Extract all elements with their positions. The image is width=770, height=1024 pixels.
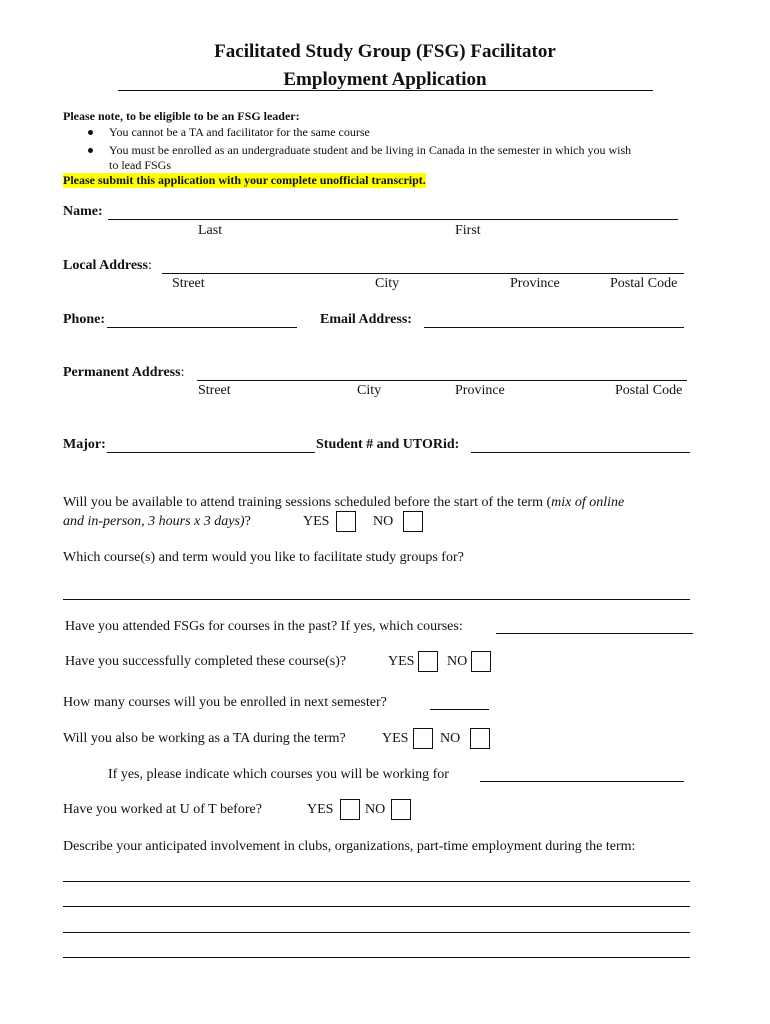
completed-yes-label: YES <box>388 654 415 669</box>
worked-no-label: NO <box>365 802 386 817</box>
phone-label: Phone: <box>63 312 105 327</box>
perm-postal-caption: Postal Code <box>615 383 683 398</box>
local-street-caption: Street <box>172 276 205 291</box>
training-question <box>63 495 624 511</box>
ta-courses-answer-line[interactable] <box>480 781 684 782</box>
local-postal-caption: Postal Code <box>610 276 678 291</box>
local-address-label: Local Address: <box>63 258 152 273</box>
student-number-label: Student # and UTORid: <box>316 437 460 452</box>
name-field[interactable] <box>108 219 678 220</box>
courses-question: Which course(s) and term would you like to facilitate study groups for? <box>63 550 464 565</box>
phone-field[interactable] <box>107 327 297 328</box>
worked-no-checkbox[interactable] <box>391 799 411 820</box>
enrolled-courses-answer-line[interactable] <box>430 709 489 710</box>
permanent-address-label: Permanent Address: <box>63 365 185 380</box>
worked-uoft-question: Have you worked at U of T before? <box>63 802 262 817</box>
training-yes-label: YES <box>303 514 330 529</box>
ta-no-label: NO <box>440 731 461 746</box>
ta-question: Will you also be working as a TA during the term? <box>63 731 346 746</box>
name-last-caption: Last <box>198 223 223 238</box>
past-fsg-question: Have you attended FSGs for courses in the past? If yes, which courses: <box>65 619 463 634</box>
permanent-address-field[interactable] <box>197 380 687 381</box>
eligibility-bullet-2-cont: to lead FSGs <box>109 158 172 172</box>
completed-no-checkbox[interactable] <box>471 651 491 672</box>
name-first-caption: First <box>455 223 481 238</box>
student-number-field[interactable] <box>471 452 690 453</box>
training-no-checkbox[interactable] <box>403 511 423 532</box>
perm-province-caption: Province <box>455 383 505 398</box>
enrolled-courses-question: How many courses will you be enrolled in next semester? <box>63 695 387 710</box>
training-question-italic: mix of online <box>551 495 625 510</box>
eligibility-heading: Please note, to be eligible to be an FSG leader: <box>63 109 300 123</box>
major-label: Major: <box>63 437 106 452</box>
name-label-text: Name <box>63 204 98 219</box>
ta-no-checkbox[interactable] <box>470 728 490 749</box>
bullet-marker <box>88 148 93 153</box>
involvement-question: Describe your anticipated involvement in clubs, organizations, part-time employment during the term: <box>63 839 636 854</box>
email-field[interactable] <box>424 327 684 328</box>
email-label: Email Address: <box>320 312 412 327</box>
training-question-italic-2: and in-person, 3 hours x 3 days) <box>63 514 245 529</box>
completed-yes-checkbox[interactable] <box>418 651 438 672</box>
perm-city-caption: City <box>357 383 382 398</box>
transcript-notice: Please submit this application with your complete unofficial transcript. <box>63 173 426 187</box>
local-address-field[interactable] <box>162 273 684 274</box>
local-city-caption: City <box>375 276 400 291</box>
training-no-label: NO <box>373 514 394 529</box>
name-label: Name: <box>63 204 103 219</box>
courses-answer-line[interactable] <box>63 599 690 600</box>
involvement-answer-line-3[interactable] <box>63 932 690 933</box>
form-title-line2: Employment Application <box>283 69 487 90</box>
involvement-answer-line-4[interactable] <box>63 957 690 958</box>
permanent-address-label-text: Permanent Address <box>63 365 181 380</box>
perm-street-caption: Street <box>198 383 231 398</box>
training-question-text: Will you be available to attend training sessions scheduled before the start of the term ( <box>63 495 552 510</box>
eligibility-bullet-2: You must be enrolled as an undergraduate student and be living in Canada in the semester in which you wish <box>109 143 632 157</box>
title-underline <box>118 90 653 91</box>
ta-yes-label: YES <box>382 731 409 746</box>
completed-question: Have you successfully completed these course(s)? <box>65 654 347 669</box>
training-yes-checkbox[interactable] <box>336 511 356 532</box>
training-question-mark: ? <box>244 514 251 529</box>
local-address-label-text: Local Address <box>63 258 148 273</box>
worked-yes-label: YES <box>307 802 334 817</box>
ta-courses-question: If yes, please indicate which courses you will be working for <box>108 767 449 782</box>
completed-no-label: NO <box>447 654 468 669</box>
involvement-answer-line-2[interactable] <box>63 906 690 907</box>
form-title-line1: Facilitated Study Group (FSG) Facilitator <box>214 41 556 62</box>
eligibility-bullet-1: You cannot be a TA and facilitator for the same course <box>109 125 370 139</box>
bullet-marker <box>88 130 93 135</box>
involvement-answer-line-1[interactable] <box>63 881 690 882</box>
major-field[interactable] <box>107 452 315 453</box>
ta-yes-checkbox[interactable] <box>413 728 433 749</box>
local-province-caption: Province <box>510 276 560 291</box>
past-fsg-answer-line[interactable] <box>496 633 693 634</box>
worked-yes-checkbox[interactable] <box>340 799 360 820</box>
training-question-cont <box>63 514 251 530</box>
